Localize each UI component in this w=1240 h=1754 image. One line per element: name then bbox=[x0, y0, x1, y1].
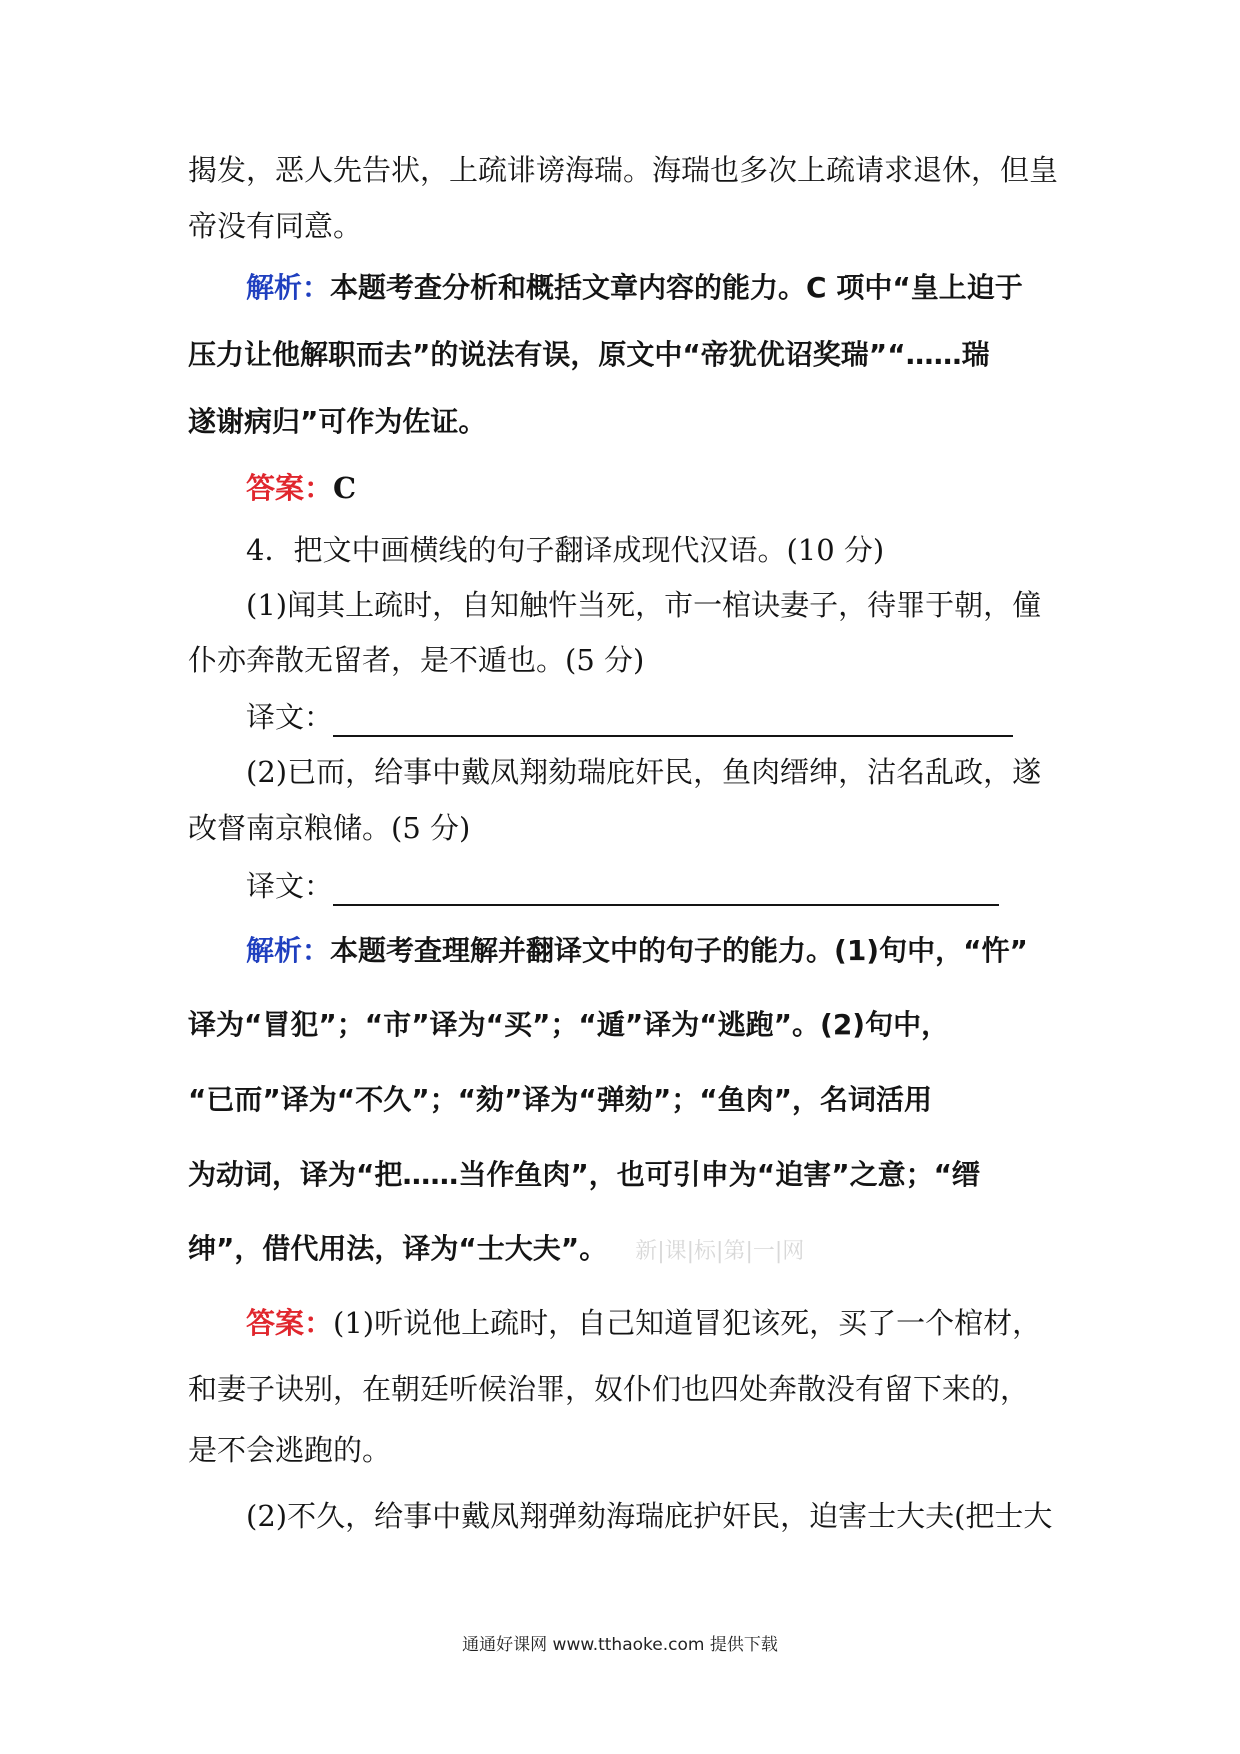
analysis-text: 译为“冒犯”；“市”译为“买”；“遁”译为“逃跑”。(2)句中， bbox=[188, 1008, 950, 1041]
translation-label: 译文： bbox=[246, 869, 334, 903]
analysis-text: 遂谢病归”可作为佐证。 bbox=[188, 405, 487, 438]
answer-text: (1)听说他上疏时，自己知道冒犯该死，买了一个棺材， bbox=[333, 1306, 1042, 1340]
page-footer: 通通好课网 www.tthaoke.com 提供下载 bbox=[462, 1635, 778, 1655]
analysis-label: 解析： bbox=[246, 934, 331, 967]
analysis-text: 本题考查理解并翻译文中的句子的能力。(1)句中，“忤” bbox=[330, 934, 1028, 967]
question-title: 4．把文中画横线的句子翻译成现代汉语。(10 分) bbox=[246, 533, 885, 567]
answer-text: 和妻子诀别，在朝廷听候治罪，奴仆们也四处奔散没有留下来的， bbox=[188, 1372, 1030, 1406]
answer-paragraph bbox=[246, 468, 356, 508]
watermark-text: 新|课|标|第|一|网 bbox=[635, 1239, 805, 1264]
analysis-text: 压力让他解职而去”的说法有误，原文中“帝犹优诏奖瑞”“……瑞 bbox=[188, 338, 990, 371]
answer-value: C bbox=[333, 471, 357, 505]
question-sentence: 改督南京粮储。(5 分) bbox=[188, 811, 471, 845]
question-sentence: 仆亦奔散无留者，是不遁也。(5 分) bbox=[188, 643, 645, 677]
analysis-label: 解析： bbox=[246, 271, 331, 304]
answer-label: 答案： bbox=[246, 471, 334, 505]
analysis-paragraph bbox=[246, 268, 1023, 308]
analysis-text: “已而”译为“不久”；“劾”译为“弹劾”；“鱼肉”，名词活用 bbox=[188, 1083, 933, 1116]
translation-label: 译文： bbox=[246, 700, 334, 734]
answer-text: (2)不久，给事中戴凤翔弹劾海瑞庇护奸民，迫害士大夫(把士大 bbox=[246, 1499, 1053, 1533]
question-sentence: (2)已而，给事中戴凤翔劾瑞庇奸民，鱼肉缙绅，沽名乱政，遂 bbox=[246, 755, 1042, 789]
answer-label: 答案： bbox=[246, 1306, 334, 1340]
analysis-text-end: 绅”，借代用法，译为“士大夫”。 bbox=[188, 1232, 608, 1265]
question-sentence: (1)闻其上疏时，自知触忤当死，市一棺诀妻子，待罪于朝，僮 bbox=[246, 588, 1042, 622]
translation-row bbox=[246, 866, 999, 906]
translation-row bbox=[246, 697, 1013, 737]
analysis-text: 本题考查分析和概括文章内容的能力。C 项中“皇上迫于 bbox=[330, 271, 1023, 304]
answer-paragraph bbox=[246, 1303, 1041, 1343]
analysis-text bbox=[188, 1229, 804, 1272]
analysis-paragraph bbox=[246, 931, 1028, 971]
analysis-text: 为动词，译为“把……当作鱼肉”，也可引申为“迫害”之意；“缙 bbox=[188, 1158, 981, 1191]
answer-text: 是不会逃跑的。 bbox=[188, 1433, 392, 1467]
translation-blank[interactable] bbox=[333, 874, 999, 906]
translation-blank[interactable] bbox=[333, 705, 1013, 737]
text-line: 帝没有同意。 bbox=[188, 209, 363, 243]
text-line: 揭发，恶人先告状，上疏诽谤海瑞。海瑞也多次上疏请求退休，但皇 bbox=[188, 153, 1059, 187]
